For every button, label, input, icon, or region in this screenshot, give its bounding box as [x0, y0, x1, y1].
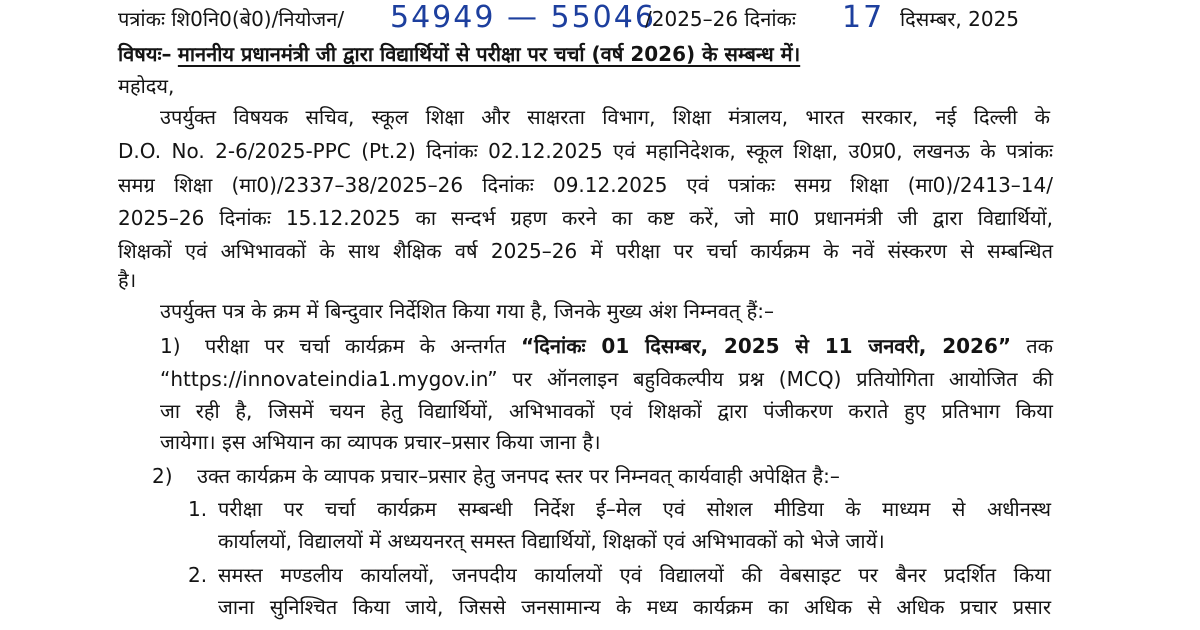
item1-date-range: “दिनांकः 01 दिसम्बर, 2025 से 11 जनवरी, 2026”	[520, 334, 1012, 358]
subject-label: विषयः–	[118, 42, 172, 66]
subject-text: माननीय प्रधानमंत्री जी द्वारा विद्यार्थियों से परीक्षा पर चर्चा (वर्ष 2026) के सम्बन्ध में।	[177, 42, 801, 66]
item1-line: जायेगा। इस अभियान का व्यापक प्रचार–प्रसार किया जाना है।	[160, 430, 601, 454]
sub1-number: 1.	[188, 497, 208, 521]
handwritten-letter-number: 54949 — 55046	[390, 0, 656, 35]
item1-line: जा रही है, जिसमें चयन हेतु विद्यार्थियों, अभिभावकों एवं शिक्षकों द्वारा पंजीकरण कराते हुए प्रतिभाग किया	[160, 399, 1053, 423]
para1-line: 2025–26 दिनांकः 15.12.2025 का सन्दर्भ ग्रहण करने का कष्ट करें, जो मा0 प्रधानमंत्री जी द्वारा विद्यार्थियों,	[118, 206, 1053, 230]
sub2-number: 2.	[188, 563, 208, 587]
para1-line: D.O. No. 2-6/2025-PPC (Pt.2) दिनांकः 02.12.2025 एवं महानिदेशक, स्कूल शिक्षा, उ0प्र0, लखनऊ के पत्रांकः	[118, 139, 1053, 163]
item2-number: 2)	[152, 464, 173, 488]
para1-line: शिक्षकों एवं अभिभावकों के साथ शैक्षिक वर्ष 2025–26 में परीक्षा पर चर्चा कार्यक्रम के नवें संस्करण से सम्बन्धित	[118, 239, 1053, 263]
salutation: महोदय,	[118, 74, 175, 98]
sub1-line: कार्यालयों, विद्यालयों में अध्ययनरत् समस्त विद्यार्थियों, शिक्षकों एवं अभिभावकों को भेजे जायें।	[218, 529, 885, 553]
para1-line: है।	[118, 268, 137, 292]
para2-intro: उपर्युक्त पत्र के क्रम में बिन्दुवार निर्देशित किया गया है, जिनके मुख्य अंश निम्नवत् हैं:–	[160, 299, 774, 323]
sub2-line: समस्त मण्डलीय कार्यालयों, जनपदीय कार्यालयों एवं विद्यालयों की वेबसाइट पर बैनर प्रदर्शित किया	[218, 563, 1051, 587]
sub1-line: परीक्षा पर चर्चा कार्यक्रम सम्बन्धी निर्देश ई–मेल एवं सोशल मीडिया के माध्यम से अधीनस्थ	[218, 497, 1051, 521]
reference-date: दिसम्बर, 2025	[900, 7, 1020, 31]
item2-text: उक्त कार्यक्रम के व्यापक प्रचार–प्रसार हेतु जनपद स्तर पर निम्नवत् कार्यवाही अपेक्षित है:–	[197, 464, 840, 488]
item1-line1-pre: परीक्षा पर चर्चा कार्यक्रम के अन्तर्गत	[205, 334, 506, 358]
item1-number: 1)	[160, 334, 181, 358]
sub2-line: जाना सुनिश्चित किया जाये, जिससे जनसामान्य के मध्य कार्यक्रम का अधिक से अधिक प्रचार प्रसार	[218, 595, 1051, 619]
subject-line	[118, 40, 800, 68]
para1-line: उपर्युक्त विषयक सचिव, स्कूल शिक्षा और साक्षरता विभाग, शिक्षा मंत्रालय, भारत सरकार, नई दिल्ली के	[160, 105, 1050, 129]
item1-line	[205, 332, 1053, 360]
item1-line1-post: तक	[1026, 334, 1054, 358]
reference-prefix: पत्रांकः शि0नि0(बे0)/नियोजन/	[118, 7, 345, 31]
para1-line: समग्र शिक्षा (मा0)/2337–38/2025–26 दिनांकः 09.12.2025 एवं पत्रांकः समग्र शिक्षा (मा0)/2413–14/	[118, 173, 1053, 197]
item1-line: “https://innovateindia1.mygov.in” पर ऑनलाइन बहुविकल्पीय प्रश्न (MCQ) प्रतियोगिता आयोजित की	[160, 367, 1053, 391]
reference-year: /2025–26 दिनांकः	[645, 7, 796, 31]
handwritten-day: 17	[842, 0, 885, 35]
